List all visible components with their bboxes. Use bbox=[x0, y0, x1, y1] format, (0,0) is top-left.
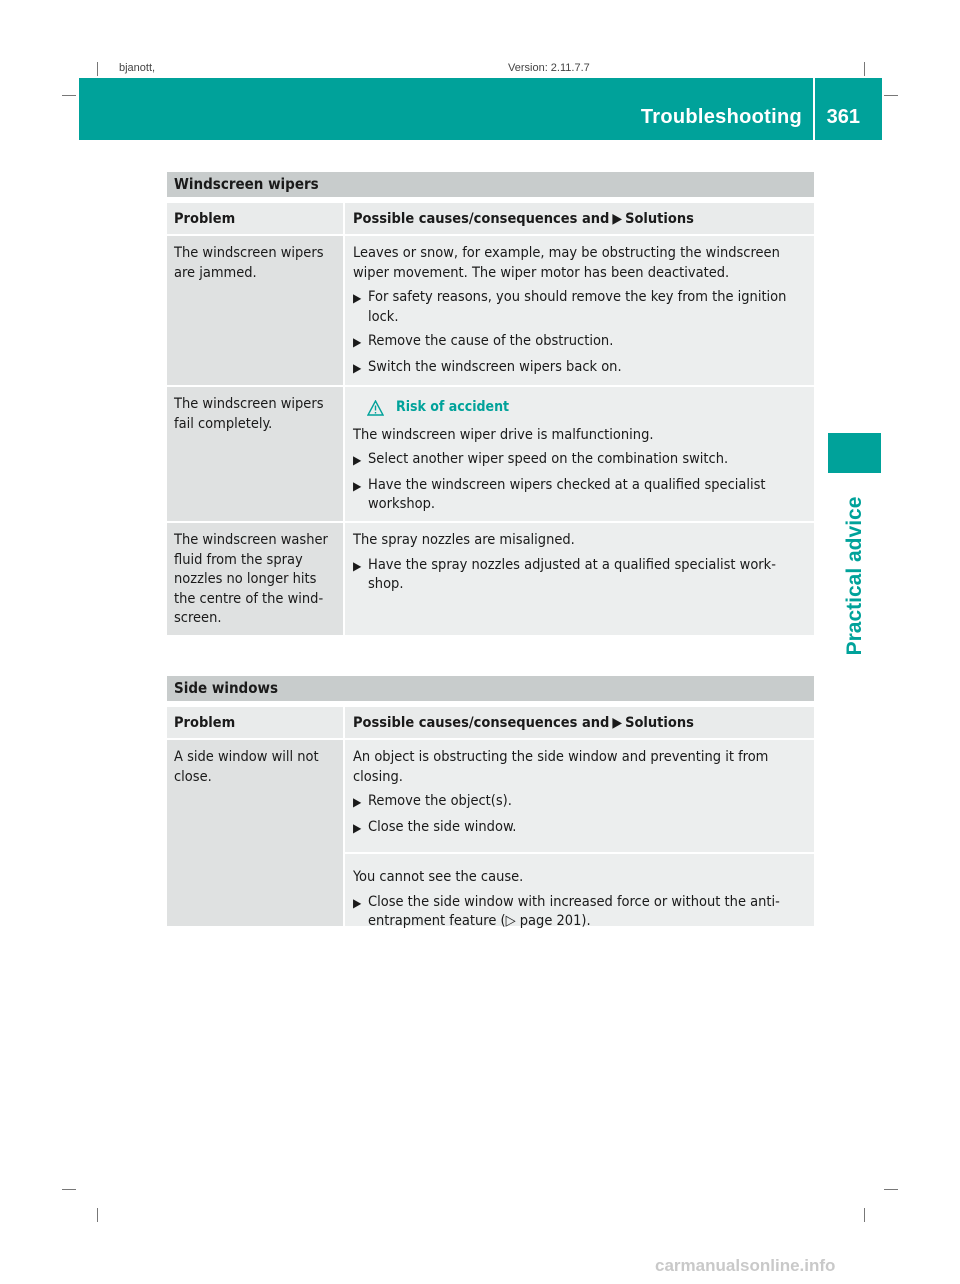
alternate-cause-block bbox=[345, 852, 814, 932]
step-arrow-icon: ▶ bbox=[353, 795, 362, 809]
step-arrow-icon: ▶ bbox=[353, 335, 362, 349]
solution-step bbox=[353, 332, 808, 353]
problem-cell: A side window will not close. bbox=[167, 740, 343, 926]
solution-step bbox=[353, 556, 808, 595]
step-arrow-icon: ▶ bbox=[353, 453, 362, 467]
step-text: Have the spray nozzles adjusted at a qualified specialist work-shop. bbox=[368, 556, 776, 592]
solution-step bbox=[353, 358, 808, 379]
warning-text: Risk of accident bbox=[396, 399, 510, 415]
cause-text: The windscreen wiper drive is malfunctioning. bbox=[353, 426, 654, 443]
side-windows-table bbox=[167, 676, 814, 929]
solution-arrow-icon: ▶ bbox=[612, 211, 623, 227]
step-arrow-icon: ▶ bbox=[353, 820, 362, 835]
step-text: Remove the object(s). bbox=[368, 793, 512, 809]
crop-mark bbox=[62, 1189, 76, 1190]
problem-cell: The windscreen washer fluid from the spray nozzles no longer hits the centre of the wind-screen. bbox=[167, 523, 343, 635]
step-arrow-icon: ▶ bbox=[353, 478, 362, 493]
solution-step bbox=[353, 792, 808, 813]
cause-text: Leaves or snow, for example, may be obstructing the windscreen wiper movement. The wiper motor has been deactivated. bbox=[353, 245, 780, 281]
crop-mark bbox=[97, 62, 98, 76]
crop-mark bbox=[62, 95, 76, 96]
step-text: Close the side window with increased force or without the anti-entrapment feature (▷ page 201). bbox=[368, 893, 780, 929]
step-arrow-icon: ▶ bbox=[353, 895, 362, 910]
solution-step bbox=[353, 476, 808, 515]
page-number: 361 bbox=[826, 106, 860, 128]
crop-mark bbox=[864, 62, 865, 76]
solution-step bbox=[353, 450, 808, 471]
crop-mark bbox=[864, 1208, 865, 1222]
solution-step bbox=[353, 288, 808, 327]
solution-cell bbox=[345, 387, 814, 521]
step-text: Switch the windscreen wipers back on. bbox=[368, 358, 622, 375]
watermark: carmanualsonline.info bbox=[655, 1256, 836, 1275]
solution-step bbox=[353, 893, 808, 932]
col-causes-label: Possible causes/consequences and bbox=[353, 211, 610, 227]
step-text: Remove the cause of the obstruction. bbox=[368, 333, 614, 349]
solution-cell bbox=[345, 236, 814, 385]
col-problem-header: Problem bbox=[167, 707, 343, 738]
step-arrow-icon: ▶ bbox=[353, 291, 362, 305]
step-arrow-icon: ▶ bbox=[353, 360, 362, 375]
table-header bbox=[167, 707, 814, 738]
col-causes-label: Possible causes/consequences and bbox=[353, 715, 610, 731]
col-solutions-label: Solutions bbox=[625, 715, 694, 731]
side-tab-label: Practical advice bbox=[843, 496, 866, 656]
page-header bbox=[79, 78, 882, 140]
step-text: Have the windscreen wipers checked at a qualified specialist workshop. bbox=[368, 476, 766, 512]
solution-cell bbox=[345, 523, 814, 635]
crop-mark bbox=[884, 95, 898, 96]
cause-text: An object is obstructing the side window and preventing it from closing. bbox=[353, 749, 769, 785]
table-row bbox=[167, 521, 814, 635]
step-text: For safety reasons, you should remove the key from the ignition lock. bbox=[368, 289, 787, 325]
problem-cell: The windscreen wipers fail completely. bbox=[167, 387, 343, 521]
solution-step bbox=[353, 818, 808, 839]
table-row bbox=[167, 234, 814, 385]
header-divider bbox=[813, 78, 815, 140]
windscreen-wipers-table bbox=[167, 172, 814, 635]
cause-text: The spray nozzles are misaligned. bbox=[353, 532, 575, 548]
section-title: Side windows bbox=[167, 676, 814, 701]
print-slug bbox=[0, 52, 960, 78]
warning-triangle-icon bbox=[367, 400, 384, 416]
cause-text: You cannot see the cause. bbox=[353, 869, 524, 885]
solution-arrow-icon: ▶ bbox=[612, 715, 623, 731]
col-causes-header bbox=[345, 707, 814, 738]
crop-mark bbox=[97, 1208, 98, 1222]
table-header bbox=[167, 203, 814, 234]
header-title: Troubleshooting bbox=[640, 106, 802, 128]
step-text: Close the side window. bbox=[368, 818, 517, 835]
side-tab-marker bbox=[828, 433, 881, 473]
step-text: Select another wiper speed on the combination switch. bbox=[368, 451, 729, 467]
section-title: Windscreen wipers bbox=[167, 172, 814, 197]
problem-cell: The windscreen wipers are jammed. bbox=[167, 236, 343, 385]
solution-cell bbox=[345, 740, 814, 929]
step-arrow-icon: ▶ bbox=[353, 558, 362, 573]
slug-author: bjanott, bbox=[119, 62, 156, 74]
crop-mark bbox=[884, 1189, 898, 1190]
col-causes-header bbox=[345, 203, 814, 234]
col-solutions-label: Solutions bbox=[625, 211, 694, 227]
col-problem-header: Problem bbox=[167, 203, 343, 234]
table-row bbox=[167, 738, 814, 929]
table-row bbox=[167, 385, 814, 521]
slug-version: Version: 2.11.7.7 bbox=[508, 62, 590, 74]
warning-notice bbox=[353, 398, 808, 418]
